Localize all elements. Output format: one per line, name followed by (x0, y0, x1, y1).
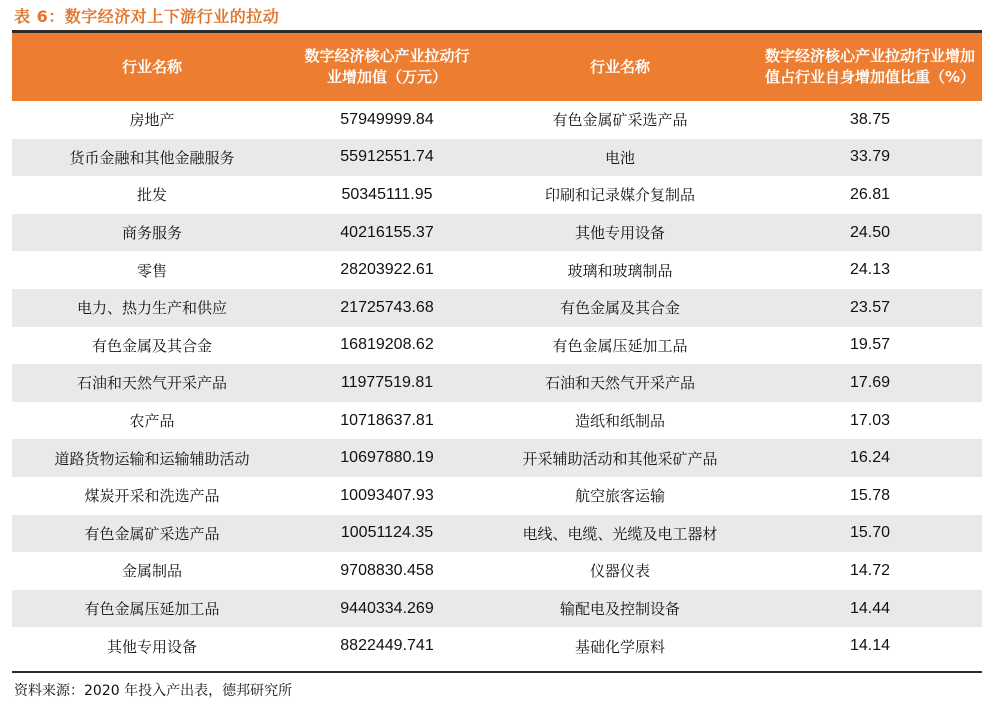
header-right-industry: 行业名称 (482, 33, 758, 101)
cell-right-value: 38.75 (849, 110, 891, 128)
table-row (12, 101, 982, 139)
cell-left-industry: 有色金属及其合金 (91, 336, 212, 355)
cell-left-industry: 商务服务 (12, 214, 292, 252)
cell-right-industry: 仪器仪表 (589, 562, 650, 581)
table-row (12, 251, 982, 289)
cell-left-value: 10697880.19 (292, 439, 482, 477)
cell-left-value: 40216155.37 (292, 214, 482, 252)
cell-right-value: 19.57 (849, 336, 891, 354)
cell-left-value: 9708830.458 (340, 561, 434, 579)
cell-left-value: 10051124.35 (292, 515, 482, 553)
cell-right-value: 24.50 (758, 214, 982, 252)
cell-right-industry: 电池 (482, 139, 758, 177)
cell-left-industry: 批发 (136, 186, 167, 205)
cell-right-industry: 有色金属及其合金 (482, 289, 758, 327)
cell-right-value: 23.57 (758, 289, 982, 327)
cell-right-value: 17.03 (849, 411, 891, 429)
header-left-value: 数字经济核心产业拉动行业增加值（万元） (292, 33, 482, 101)
cell-left-value: 10093407.93 (340, 486, 434, 504)
table-caption: 表 6：数字经济对上下游行业的拉动 (14, 7, 280, 26)
cell-right-value: 14.72 (849, 561, 891, 579)
cell-right-industry: 石油和天然气开采产品 (482, 364, 758, 402)
cell-right-industry: 其他专用设备 (482, 214, 758, 252)
cell-right-value: 33.79 (758, 139, 982, 177)
cell-left-industry: 石油和天然气开采产品 (12, 364, 292, 402)
cell-right-industry: 开采辅助活动和其他采矿产品 (482, 439, 758, 477)
cell-left-value: 21725743.68 (292, 289, 482, 327)
cell-left-industry: 货币金融和其他金融服务 (12, 139, 292, 177)
table-row (12, 515, 982, 553)
cell-left-value: 57949999.84 (340, 110, 434, 128)
cell-right-industry: 有色金属压延加工品 (552, 336, 688, 355)
cell-left-industry: 零售 (136, 261, 167, 280)
table-row (12, 439, 982, 477)
cell-left-industry: 其他专用设备 (106, 637, 197, 656)
cell-right-value: 15.70 (758, 515, 982, 553)
cell-left-industry: 电力、热力生产和供应 (12, 289, 292, 327)
cell-left-value: 55912551.74 (292, 139, 482, 177)
cell-left-industry: 煤炭开采和洗选产品 (84, 487, 220, 506)
table-row (12, 364, 982, 402)
cell-left-industry: 房地产 (129, 111, 175, 130)
cell-right-value: 17.69 (758, 364, 982, 402)
table-row (12, 627, 982, 665)
cell-right-industry: 电线、电缆、光缆及电工器材 (482, 515, 758, 553)
cell-left-industry: 农产品 (129, 412, 175, 431)
table-row (12, 327, 982, 365)
table-row (12, 477, 982, 515)
cell-left-industry: 有色金属矿采选产品 (12, 515, 292, 553)
cell-left-value: 16819208.62 (340, 336, 434, 354)
bottom-rule (12, 671, 982, 673)
table-body (12, 101, 982, 665)
cell-left-value: 50345111.95 (341, 185, 433, 203)
cell-right-industry: 玻璃和玻璃制品 (567, 261, 673, 280)
cell-left-industry: 道路货物运输和运输辅助活动 (12, 439, 292, 477)
table-row (12, 552, 982, 590)
cell-right-value: 26.81 (849, 185, 891, 203)
cell-left-value: 28203922.61 (340, 261, 434, 279)
header-right-value: 数字经济核心产业拉动行业增加值占行业自身增加值比重（%） (758, 33, 982, 101)
cell-left-value: 8822449.741 (340, 637, 434, 655)
table-row (12, 402, 982, 440)
cell-right-value: 14.14 (849, 637, 891, 655)
source-note: 资料来源：2020 年投入产出表，德邦研究所 (14, 683, 293, 699)
table-row (12, 139, 982, 177)
cell-left-value: 9440334.269 (292, 590, 482, 628)
table-row (12, 590, 982, 628)
cell-right-industry: 印刷和记录媒介复制品 (544, 186, 695, 205)
industry-table (12, 33, 982, 665)
header-left-industry: 行业名称 (12, 33, 292, 101)
cell-right-industry: 航空旅客运输 (574, 487, 665, 506)
cell-right-value: 16.24 (758, 439, 982, 477)
cell-right-value: 14.44 (758, 590, 982, 628)
cell-right-industry: 输配电及控制设备 (482, 590, 758, 628)
cell-left-industry: 有色金属压延加工品 (12, 590, 292, 628)
cell-right-industry: 造纸和纸制品 (574, 412, 665, 431)
table-header-row (12, 33, 982, 101)
cell-right-value: 24.13 (849, 261, 891, 279)
cell-left-value: 11977519.81 (292, 364, 482, 402)
table-row (12, 176, 982, 214)
cell-left-industry: 金属制品 (121, 562, 182, 581)
table-row (12, 214, 982, 252)
cell-right-value: 15.78 (849, 486, 891, 504)
cell-right-industry: 有色金属矿采选产品 (552, 111, 688, 130)
table-row (12, 289, 982, 327)
cell-left-value: 10718637.81 (340, 411, 434, 429)
cell-right-industry: 基础化学原料 (574, 637, 665, 656)
